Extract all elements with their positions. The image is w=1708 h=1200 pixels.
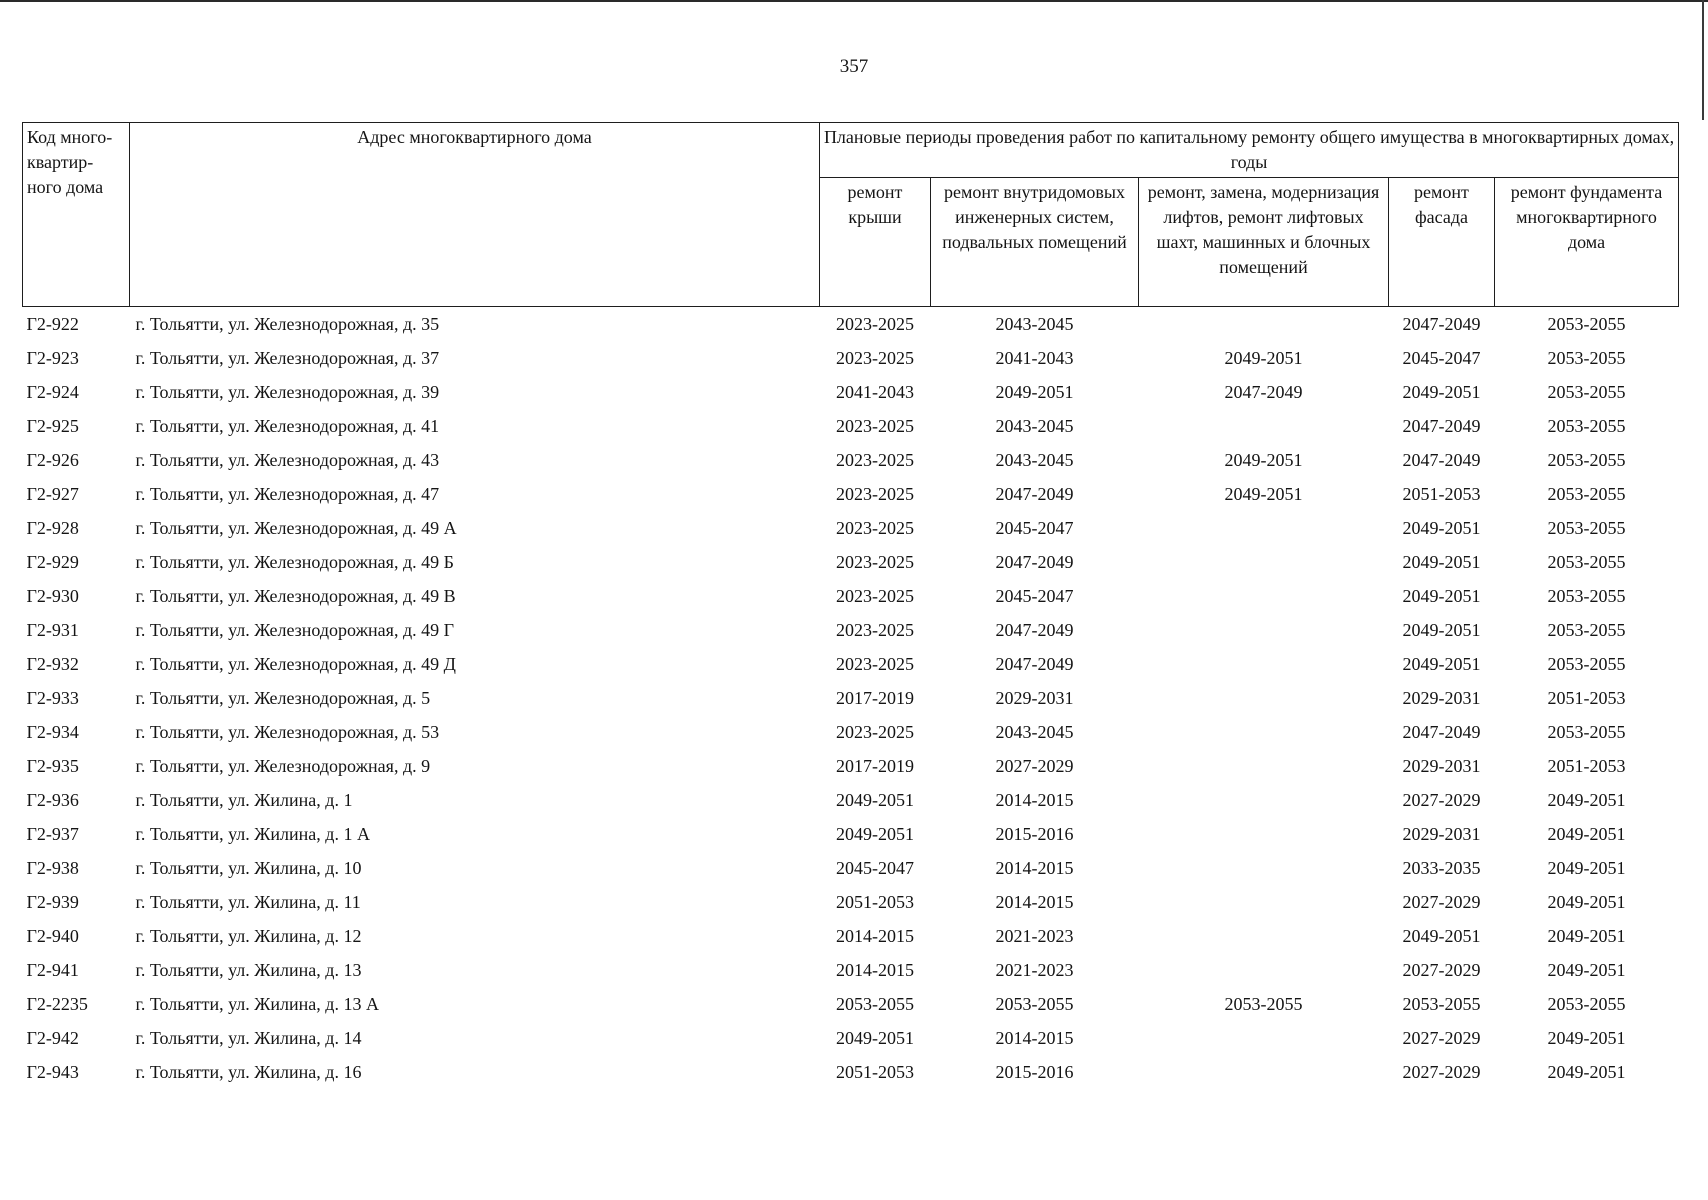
cell-code: Г2-923 <box>26 347 79 368</box>
cell-code: Г2-941 <box>26 959 79 980</box>
cell-facade: 2027-2029 <box>1402 1027 1481 1048</box>
table-row <box>23 851 1679 885</box>
cell-foundation: 2053-2055 <box>1547 551 1626 572</box>
cell-foundation: 2053-2055 <box>1547 347 1626 368</box>
cell-lifts <box>1139 749 1389 783</box>
cell-address: г. Тольятти, ул. Жилина, д. 11 <box>135 891 361 912</box>
table-row <box>23 443 1679 477</box>
cell-foundation: 2053-2055 <box>1547 653 1626 674</box>
table-row <box>23 613 1679 647</box>
cell-code: Г2-939 <box>26 891 79 912</box>
cell-foundation: 2049-2051 <box>1547 789 1626 810</box>
header-code: Код много-квартир-ного дома <box>23 123 130 307</box>
cell-facade: 2049-2051 <box>1402 925 1481 946</box>
cell-roof: 2017-2019 <box>836 755 914 776</box>
cell-foundation: 2053-2055 <box>1547 449 1626 470</box>
cell-engineering: 2014-2015 <box>995 789 1074 810</box>
cell-address: г. Тольятти, ул. Жилина, д. 1 А <box>135 823 370 844</box>
cell-facade: 2027-2029 <box>1402 959 1481 980</box>
cell-facade: 2047-2049 <box>1402 313 1481 334</box>
cell-code: Г2-934 <box>26 721 79 742</box>
cell-address: г. Тольятти, ул. Жилина, д. 14 <box>135 1027 362 1048</box>
cell-roof: 2053-2055 <box>836 993 914 1014</box>
cell-engineering: 2014-2015 <box>995 1027 1074 1048</box>
cell-engineering: 2047-2049 <box>995 551 1074 572</box>
page-number: 357 <box>839 56 869 77</box>
cell-foundation: 2053-2055 <box>1547 415 1626 436</box>
cell-lifts: 2049-2051 <box>1224 449 1303 470</box>
cell-code: Г2-924 <box>26 381 79 402</box>
cell-lifts <box>1139 715 1389 749</box>
cell-address: г. Тольятти, ул. Железнодорожная, д. 9 <box>135 755 431 776</box>
table-row <box>23 1021 1679 1055</box>
table-row <box>23 375 1679 409</box>
cell-code: Г2-937 <box>26 823 79 844</box>
cell-facade: 2049-2051 <box>1402 381 1481 402</box>
cell-facade: 2027-2029 <box>1402 1061 1481 1082</box>
cell-lifts: 2049-2051 <box>1224 483 1303 504</box>
cell-roof: 2023-2025 <box>836 347 914 368</box>
cell-engineering: 2047-2049 <box>995 619 1074 640</box>
cell-roof: 2023-2025 <box>836 517 914 538</box>
cell-roof: 2049-2051 <box>836 789 914 810</box>
header-lifts: ремонт, замена, модернизация лифтов, ремонт лифтовых шахт, машинных и блочных помещений <box>1139 178 1389 307</box>
cell-facade: 2027-2029 <box>1402 789 1481 810</box>
cell-code: Г2-938 <box>26 857 79 878</box>
header-row-top <box>23 123 1679 178</box>
cell-code: Г2-930 <box>26 585 79 606</box>
table-row <box>23 307 1679 342</box>
cell-engineering: 2043-2045 <box>995 449 1074 470</box>
cell-address: г. Тольятти, ул. Железнодорожная, д. 5 <box>135 687 431 708</box>
cell-facade: 2049-2051 <box>1402 517 1481 538</box>
cell-engineering: 2015-2016 <box>995 823 1074 844</box>
cell-lifts <box>1139 579 1389 613</box>
cell-foundation: 2049-2051 <box>1547 959 1626 980</box>
cell-code: Г2-932 <box>26 653 79 674</box>
table-row <box>23 1055 1679 1089</box>
cell-address: г. Тольятти, ул. Железнодорожная, д. 39 <box>135 381 440 402</box>
cell-roof: 2041-2043 <box>836 381 914 402</box>
table-row <box>23 953 1679 987</box>
cell-foundation: 2049-2051 <box>1547 1027 1626 1048</box>
cell-facade: 2049-2051 <box>1402 653 1481 674</box>
table-row <box>23 511 1679 545</box>
cell-code: Г2-943 <box>26 1061 79 1082</box>
cell-roof: 2014-2015 <box>836 959 914 980</box>
cell-lifts <box>1139 307 1389 342</box>
cell-lifts <box>1139 953 1389 987</box>
cell-lifts <box>1139 1055 1389 1089</box>
cell-roof: 2045-2047 <box>836 857 914 878</box>
cell-lifts <box>1139 783 1389 817</box>
table-row <box>23 681 1679 715</box>
cell-address: г. Тольятти, ул. Железнодорожная, д. 49 В <box>135 585 456 606</box>
cell-roof: 2051-2053 <box>836 1061 914 1082</box>
cell-address: г. Тольятти, ул. Железнодорожная, д. 41 <box>135 415 440 436</box>
cell-foundation: 2053-2055 <box>1547 619 1626 640</box>
header-foundation: ремонт фундамента многоквартирного дома <box>1495 178 1679 307</box>
cell-engineering: 2043-2045 <box>995 313 1074 334</box>
cell-foundation: 2053-2055 <box>1547 721 1626 742</box>
cell-facade: 2033-2035 <box>1402 857 1481 878</box>
cell-lifts <box>1139 613 1389 647</box>
header-roof: ремонт крыши <box>820 178 931 307</box>
cell-facade: 2045-2047 <box>1402 347 1481 368</box>
cell-address: г. Тольятти, ул. Жилина, д. 1 <box>135 789 353 810</box>
cell-engineering: 2015-2016 <box>995 1061 1074 1082</box>
cell-foundation: 2053-2055 <box>1547 483 1626 504</box>
cell-code: Г2-928 <box>26 517 79 538</box>
cell-code: Г2-936 <box>26 789 79 810</box>
cell-foundation: 2049-2051 <box>1547 1061 1626 1082</box>
header-facade: ремонт фасада <box>1389 178 1495 307</box>
cell-foundation: 2049-2051 <box>1547 823 1626 844</box>
cell-foundation: 2053-2055 <box>1547 993 1626 1014</box>
cell-code: Г2-926 <box>26 449 79 470</box>
cell-engineering: 2045-2047 <box>995 585 1074 606</box>
cell-engineering: 2041-2043 <box>995 347 1074 368</box>
cell-roof: 2023-2025 <box>836 585 914 606</box>
cell-engineering: 2014-2015 <box>995 891 1074 912</box>
cell-facade: 2051-2053 <box>1402 483 1481 504</box>
cell-foundation: 2049-2051 <box>1547 891 1626 912</box>
table-body <box>23 307 1679 1090</box>
cell-lifts <box>1139 647 1389 681</box>
cell-lifts <box>1139 681 1389 715</box>
cell-code: Г2-2235 <box>26 993 88 1014</box>
table-row <box>23 783 1679 817</box>
cell-engineering: 2047-2049 <box>995 653 1074 674</box>
cell-foundation: 2051-2053 <box>1547 755 1626 776</box>
cell-facade: 2029-2031 <box>1402 755 1481 776</box>
cell-foundation: 2049-2051 <box>1547 857 1626 878</box>
cell-roof: 2023-2025 <box>836 313 914 334</box>
cell-address: г. Тольятти, ул. Железнодорожная, д. 49 А <box>135 517 457 538</box>
cell-foundation: 2053-2055 <box>1547 381 1626 402</box>
cell-roof: 2023-2025 <box>836 653 914 674</box>
cell-facade: 2049-2051 <box>1402 585 1481 606</box>
cell-lifts <box>1139 919 1389 953</box>
cell-foundation: 2053-2055 <box>1547 313 1626 334</box>
cell-address: г. Тольятти, ул. Железнодорожная, д. 49 Б <box>135 551 454 572</box>
cell-facade: 2047-2049 <box>1402 415 1481 436</box>
cell-roof: 2023-2025 <box>836 449 914 470</box>
cell-lifts: 2053-2055 <box>1224 993 1303 1014</box>
cell-roof: 2049-2051 <box>836 1027 914 1048</box>
cell-address: г. Тольятти, ул. Железнодорожная, д. 49 Г <box>135 619 455 640</box>
cell-code: Г2-940 <box>26 925 79 946</box>
table-row <box>23 647 1679 681</box>
table-row <box>23 477 1679 511</box>
cell-code: Г2-942 <box>26 1027 79 1048</box>
capital-repair-table <box>22 122 1679 1089</box>
cell-facade: 2047-2049 <box>1402 721 1481 742</box>
cell-foundation: 2051-2053 <box>1547 687 1626 708</box>
header-engineering: ремонт внутридомовых инженерных систем, подвальных помещений <box>931 178 1139 307</box>
header-periods-group: Плановые периоды проведения работ по капитальному ремонту общего имущества в многоквартирных домах, годы <box>820 123 1679 178</box>
cell-code: Г2-927 <box>26 483 79 504</box>
cell-lifts <box>1139 851 1389 885</box>
cell-foundation: 2053-2055 <box>1547 517 1626 538</box>
cell-facade: 2047-2049 <box>1402 449 1481 470</box>
table-row <box>23 919 1679 953</box>
cell-facade: 2049-2051 <box>1402 551 1481 572</box>
cell-code: Г2-925 <box>26 415 79 436</box>
cell-facade: 2053-2055 <box>1402 993 1481 1014</box>
cell-address: г. Тольятти, ул. Жилина, д. 16 <box>135 1061 362 1082</box>
header-address: Адрес многоквартирного дома <box>130 123 820 307</box>
cell-engineering: 2045-2047 <box>995 517 1074 538</box>
cell-address: г. Тольятти, ул. Железнодорожная, д. 47 <box>135 483 440 504</box>
cell-roof: 2049-2051 <box>836 823 914 844</box>
cell-code: Г2-933 <box>26 687 79 708</box>
cell-engineering: 2053-2055 <box>995 993 1074 1014</box>
table-row <box>23 341 1679 375</box>
table-row <box>23 545 1679 579</box>
cell-code: Г2-935 <box>26 755 79 776</box>
cell-lifts: 2049-2051 <box>1224 347 1303 368</box>
table-row <box>23 715 1679 749</box>
cell-address: г. Тольятти, ул. Жилина, д. 12 <box>135 925 362 946</box>
cell-code: Г2-922 <box>26 313 79 334</box>
cell-engineering: 2043-2045 <box>995 721 1074 742</box>
cell-lifts <box>1139 1021 1389 1055</box>
cell-facade: 2029-2031 <box>1402 823 1481 844</box>
table-row <box>23 409 1679 443</box>
cell-engineering: 2047-2049 <box>995 483 1074 504</box>
cell-roof: 2023-2025 <box>836 551 914 572</box>
cell-code: Г2-931 <box>26 619 79 640</box>
top-border-line <box>0 0 1708 2</box>
cell-lifts <box>1139 545 1389 579</box>
cell-code: Г2-929 <box>26 551 79 572</box>
cell-engineering: 2029-2031 <box>995 687 1074 708</box>
cell-lifts <box>1139 409 1389 443</box>
cell-address: г. Тольятти, ул. Жилина, д. 13 <box>135 959 362 980</box>
cell-roof: 2017-2019 <box>836 687 914 708</box>
cell-lifts <box>1139 511 1389 545</box>
table-row <box>23 987 1679 1021</box>
cell-roof: 2023-2025 <box>836 483 914 504</box>
cell-foundation: 2049-2051 <box>1547 925 1626 946</box>
cell-engineering: 2021-2023 <box>995 925 1074 946</box>
cell-address: г. Тольятти, ул. Железнодорожная, д. 37 <box>135 347 440 368</box>
cell-roof: 2023-2025 <box>836 721 914 742</box>
cell-address: г. Тольятти, ул. Железнодорожная, д. 35 <box>135 313 440 334</box>
cell-address: г. Тольятти, ул. Жилина, д. 10 <box>135 857 362 878</box>
table-row <box>23 817 1679 851</box>
cell-roof: 2014-2015 <box>836 925 914 946</box>
cell-lifts <box>1139 885 1389 919</box>
cell-address: г. Тольятти, ул. Жилина, д. 13 А <box>135 993 379 1014</box>
cell-lifts: 2047-2049 <box>1224 381 1303 402</box>
cell-address: г. Тольятти, ул. Железнодорожная, д. 53 <box>135 721 440 742</box>
cell-facade: 2029-2031 <box>1402 687 1481 708</box>
cell-address: г. Тольятти, ул. Железнодорожная, д. 49 Д <box>135 653 456 674</box>
cell-foundation: 2053-2055 <box>1547 585 1626 606</box>
table-row <box>23 579 1679 613</box>
cell-facade: 2049-2051 <box>1402 619 1481 640</box>
cell-facade: 2027-2029 <box>1402 891 1481 912</box>
cell-engineering: 2027-2029 <box>995 755 1074 776</box>
cell-engineering: 2014-2015 <box>995 857 1074 878</box>
cell-engineering: 2021-2023 <box>995 959 1074 980</box>
table-row <box>23 749 1679 783</box>
cell-lifts <box>1139 817 1389 851</box>
cell-address: г. Тольятти, ул. Железнодорожная, д. 43 <box>135 449 440 470</box>
table-row <box>23 885 1679 919</box>
cell-roof: 2023-2025 <box>836 415 914 436</box>
table-header <box>23 123 1679 307</box>
cell-roof: 2023-2025 <box>836 619 914 640</box>
cell-roof: 2051-2053 <box>836 891 914 912</box>
cell-engineering: 2049-2051 <box>995 381 1074 402</box>
cell-engineering: 2043-2045 <box>995 415 1074 436</box>
